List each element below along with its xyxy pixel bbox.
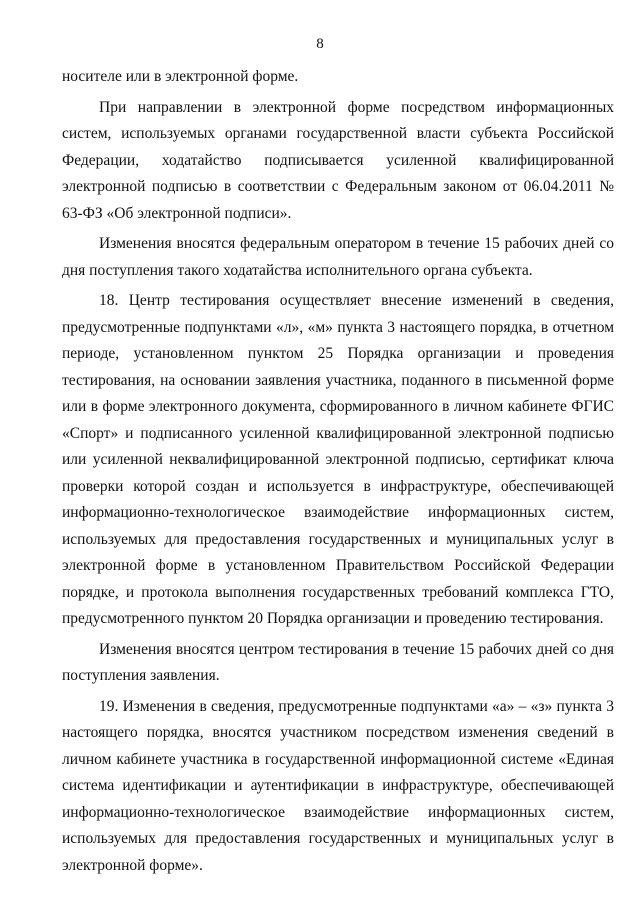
page-number: 8 (316, 36, 324, 52)
paragraph-testing-center-changes: Изменения вносятся центром тестирования в течение 15 рабочих дней со дня поступления заявления. (62, 640, 614, 684)
paragraph-item-18: 18. Центр тестирования осуществляет внесение изменений в сведения, предусмотренные подпунктами «л», «м» пункта 3 настоящего порядка, в отчетном периоде, установленном пунктом 25 Порядка организации и проведения тестирования, на основании заявления участника, поданного в письменной форме или в форме электронного документа, сформированного в личном кабинете ФГИС «Спорт» и подписанного усиленной квалифицированной электронной подписью или усиленной неквалифицированной электронной подписью, сертификат ключа проверки которой создан и используется в инфраструктуре, обеспечивающей информационно-технологическое взаимодействие информационных систем, используемых для предоставления государственных и муниципальных услуг в электронной форме в установленном Правительством Российской Федерации порядке, и протокола выполнения государственных требований комплекса ГТО, предусмотренного пунктом 20 Порядка организации и проведению тестирования. (62, 292, 614, 627)
document-body (62, 64, 614, 879)
paragraph-electronic-signature: При направлении в электронной форме посредством информационных систем, используемых органами государственной власти субъекта Российской Федерации, ходатайство подписывается усиленной квалифицированной электронной подписью в соответствии с Федеральным законом от 06.04.2011 № 63-ФЗ «Об электронной подписи». (62, 98, 614, 222)
paragraph-continuation: носителе или в электронной форме. (62, 68, 299, 85)
paragraph-federal-operator-changes: Изменения вносятся федеральным оператором в течение 15 рабочих дней со дня поступления такого ходатайства исполнительного органа субъекта. (62, 235, 614, 279)
paragraph-item-19: 19. Изменения в сведения, предусмотренные подпунктами «а» – «з» пункта 3 настоящего порядка, вносятся участником посредством изменения сведений в личном кабинете участника в государственной информационной системе «Единая система идентификации и аутентификации в инфраструктуре, обеспечивающей информационно-технологическое взаимодействие информационных систем, используемых для предоставления государственных и муниципальных услуг в электронной форме». (62, 697, 614, 874)
